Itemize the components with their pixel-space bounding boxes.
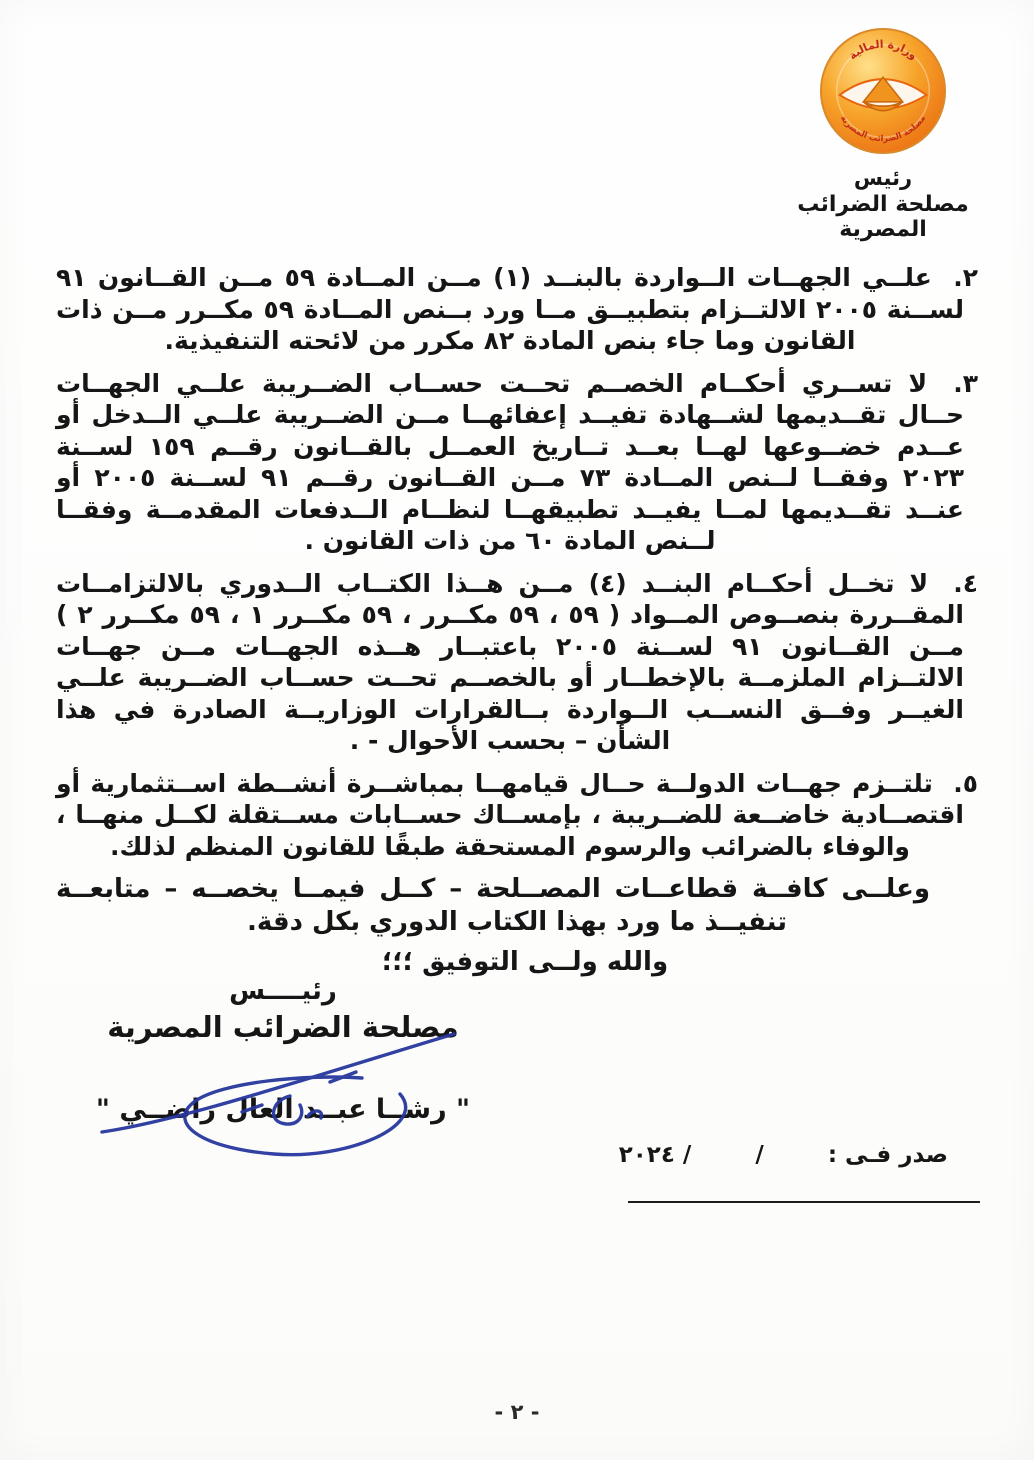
item-number: ٣. [953, 368, 978, 398]
list-item-5 [56, 768, 978, 863]
item-number: ٥. [953, 768, 978, 798]
letterhead-subtitle: مصلحة الضرائب المصرية [797, 192, 969, 242]
issue-date-label: صدر فـى : [827, 1142, 948, 1168]
closing-paragraph: وعلــى كافــة قطاعــات المصــلحة – كــل فيمــا يخصــه – متابعــة تنفيــذ ما ورد بهذا الكتاب الدوري بكل دقة. [56, 874, 930, 937]
issue-date-value: / / ٢٠٢٤ [618, 1142, 828, 1168]
page-number-text: - ٢ - [494, 1400, 540, 1424]
letterhead-title: رئيس [853, 166, 913, 190]
item-number: ٤. [953, 568, 978, 598]
document-body [56, 262, 978, 977]
list-item-3 [56, 368, 978, 557]
issue-date-line [618, 1116, 980, 1203]
closing-blessing: والله ولــى التوفيق ؛؛؛ [381, 947, 669, 977]
signatory-organization: مصلحة الضرائب المصرية [107, 1010, 459, 1044]
tax-authority-seal-icon [818, 26, 948, 156]
letterhead [754, 26, 1012, 242]
page-number [0, 1400, 1034, 1424]
seal-top-text: وزارة المالية [846, 37, 920, 63]
item-text: لا تخــل أحكــام البنــد (٤) مــن هــذا الكتــاب الــدوري بالالتزامــات المقــررة بنصــوص المــواد ( ٥٩ ، ٥٩ مكــرر ، ٥٩ مكــرر ١ ، ٥٩ مكــرر ٢ ) مــن القــانون ٩١ لســنة ٢٠٠٥ باعتبــار هــذه الجهــات مــن جهــات الالتــزام الملزمــة بالإخطــار أو بالخصــم تحــت حســاب الضــريبة علــي الغيــر وفــق النســب الــواردة بــالقرارات الوزاريــة الصادرة في هذا الشأن – بحسب الأحوال - . [56, 568, 964, 755]
signature-block [88, 976, 478, 1125]
list-item-2 [56, 262, 978, 357]
item-text: تلتــزم جهــات الدولــة حــال قيامهــا بمباشــرة أنشــطة اســتثمارية أو اقتصــادية خاضــعة للضــريبة ، بإمســاك حســابات مســتقلة لكــل منهــا ، والوفاء بالضرائب والرسوم المستحقة طبقًا للقانون المنظم لذلك. [56, 768, 964, 861]
item-number: ٢. [953, 263, 978, 292]
signatory-title: رئيــــس [229, 976, 337, 1006]
item-text: علــي الجهــات الــواردة بالبنــد (١) مــن المــادة ٥٩ مــن القــانون ٩١ لســنة ٢٠٠٥ الالتــزام بتطبيــق مــا ورد بــنص المــادة ٥٩ مكــرر مــن ذات القانون وما جاء بنص المادة ٨٢ مكرر من لائحته التنفيذية. [56, 263, 964, 355]
item-text: لا تســري أحكــام الخصــم تحــت حســاب الضــريبة علــي الجهــات حــال تقــديمها لشــهادة تفيــد إعفائهــا مــن الضــريبة علــي الــدخل أو عــدم خضــوعها لهــا بعــد تــاريخ العمــل بالقــانون رقــم ١٥٩ لســنة ٢٠٢٣ وفقــا لــنص المــادة ٧٣ مــن القــانون رقــم ٩١ لســنة ٢٠٠٥ أو عنــد تقــديمها لمــا يفيــد تطبيقهــا لنظــام الــدفعات المقدمــة وفقــا لــنص المادة ٦٠ من ذات القانون . [56, 368, 964, 555]
signatory-name: " رشــا عبــد العال راضــي " [95, 1094, 471, 1125]
list-item-4 [56, 568, 978, 757]
seal-bottom-text: مصلحة الضرائب المصرية [838, 113, 928, 144]
signature-tick [330, 1072, 356, 1082]
